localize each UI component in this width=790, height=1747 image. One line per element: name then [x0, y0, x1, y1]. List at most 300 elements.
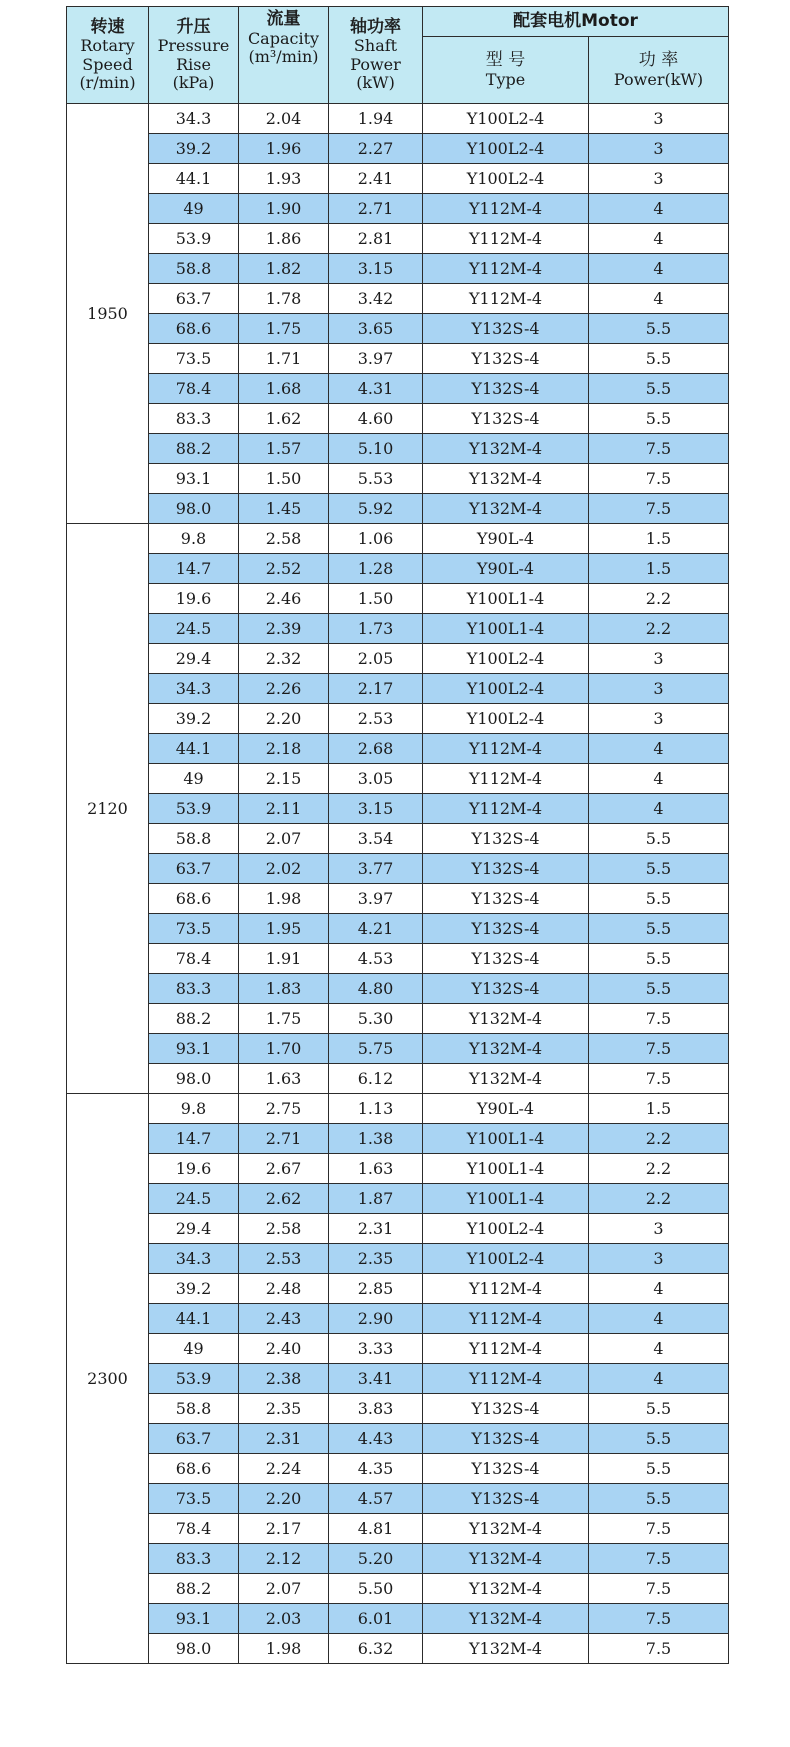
header-pressure-rise — [149, 7, 239, 104]
shaft-power-cell: 3.97 — [329, 344, 423, 374]
table-row — [67, 1094, 729, 1124]
header-capacity-en-2: (m³/min) — [248, 46, 319, 66]
capacity-cell: 2.11 — [239, 794, 329, 824]
motor-power-cell: 4 — [589, 284, 729, 314]
pressure-cell: 63.7 — [149, 1424, 239, 1454]
table-row — [67, 1484, 729, 1514]
pressure-cell: 63.7 — [149, 284, 239, 314]
shaft-power-cell: 3.15 — [329, 254, 423, 284]
pressure-cell: 78.4 — [149, 1514, 239, 1544]
pressure-cell: 44.1 — [149, 164, 239, 194]
capacity-cell: 1.68 — [239, 374, 329, 404]
motor-type-cell: Y112M-4 — [423, 1364, 589, 1394]
motor-power-cell: 7.5 — [589, 494, 729, 524]
table-row — [67, 584, 729, 614]
shaft-power-cell: 5.50 — [329, 1574, 423, 1604]
motor-type-cell: Y100L1-4 — [423, 1184, 589, 1214]
capacity-cell: 1.98 — [239, 884, 329, 914]
shaft-power-cell: 1.50 — [329, 584, 423, 614]
header-motor-power — [589, 37, 729, 104]
pressure-cell: 19.6 — [149, 1154, 239, 1184]
motor-power-cell: 2.2 — [589, 584, 729, 614]
shaft-power-cell: 3.54 — [329, 824, 423, 854]
pressure-cell: 68.6 — [149, 1454, 239, 1484]
capacity-cell: 2.39 — [239, 614, 329, 644]
table-row — [67, 764, 729, 794]
motor-power-cell: 2.2 — [589, 614, 729, 644]
shaft-power-cell: 3.41 — [329, 1364, 423, 1394]
motor-type-cell: Y132S-4 — [423, 824, 589, 854]
pressure-cell: 9.8 — [149, 1094, 239, 1124]
table-row — [67, 734, 729, 764]
pressure-cell: 44.1 — [149, 734, 239, 764]
table-row — [67, 134, 729, 164]
pressure-cell: 73.5 — [149, 344, 239, 374]
header-rotary-speed — [67, 7, 149, 104]
pressure-cell: 9.8 — [149, 524, 239, 554]
shaft-power-cell: 6.01 — [329, 1604, 423, 1634]
table-row — [67, 1514, 729, 1544]
motor-type-cell: Y132S-4 — [423, 1484, 589, 1514]
capacity-cell: 2.58 — [239, 524, 329, 554]
header-speed-en-2: Speed — [82, 54, 133, 74]
motor-type-cell: Y100L2-4 — [423, 674, 589, 704]
table-row — [67, 344, 729, 374]
pressure-cell: 53.9 — [149, 224, 239, 254]
motor-type-cell: Y132M-4 — [423, 464, 589, 494]
motor-power-cell: 5.5 — [589, 944, 729, 974]
motor-type-cell: Y112M-4 — [423, 1304, 589, 1334]
pressure-cell: 58.8 — [149, 824, 239, 854]
pressure-cell: 34.3 — [149, 1244, 239, 1274]
pressure-cell: 19.6 — [149, 584, 239, 614]
header-type-cn: 型 号 — [485, 50, 526, 71]
motor-power-cell: 5.5 — [589, 374, 729, 404]
shaft-power-cell: 5.20 — [329, 1544, 423, 1574]
table-row — [67, 1274, 729, 1304]
shaft-power-cell: 4.81 — [329, 1514, 423, 1544]
capacity-cell: 2.38 — [239, 1364, 329, 1394]
pressure-cell: 39.2 — [149, 1274, 239, 1304]
pressure-cell: 14.7 — [149, 1124, 239, 1154]
shaft-power-cell: 2.81 — [329, 224, 423, 254]
pressure-cell: 88.2 — [149, 1574, 239, 1604]
table-row — [67, 1334, 729, 1364]
motor-type-cell: Y112M-4 — [423, 254, 589, 284]
shaft-power-cell: 2.05 — [329, 644, 423, 674]
pressure-cell: 68.6 — [149, 314, 239, 344]
motor-power-cell: 7.5 — [589, 1064, 729, 1094]
motor-type-cell: Y100L1-4 — [423, 614, 589, 644]
motor-power-cell: 5.5 — [589, 1454, 729, 1484]
table-row — [67, 674, 729, 704]
capacity-cell: 1.62 — [239, 404, 329, 434]
header-motor: 配套电机Motor — [423, 7, 729, 37]
pressure-cell: 93.1 — [149, 1604, 239, 1634]
motor-power-cell: 7.5 — [589, 1544, 729, 1574]
header-motor-type — [423, 37, 589, 104]
capacity-cell: 2.35 — [239, 1394, 329, 1424]
capacity-cell: 2.62 — [239, 1184, 329, 1214]
capacity-cell: 1.57 — [239, 434, 329, 464]
pressure-cell: 98.0 — [149, 494, 239, 524]
shaft-power-cell: 5.30 — [329, 1004, 423, 1034]
motor-type-cell: Y100L2-4 — [423, 104, 589, 134]
shaft-power-cell: 5.10 — [329, 434, 423, 464]
shaft-power-cell: 5.53 — [329, 464, 423, 494]
table-row — [67, 194, 729, 224]
motor-type-cell: Y112M-4 — [423, 224, 589, 254]
motor-power-cell: 4 — [589, 764, 729, 794]
pressure-cell: 39.2 — [149, 704, 239, 734]
shaft-power-cell: 4.35 — [329, 1454, 423, 1484]
motor-type-cell: Y132M-4 — [423, 1544, 589, 1574]
table-row — [67, 164, 729, 194]
shaft-power-cell: 2.41 — [329, 164, 423, 194]
pressure-cell: 14.7 — [149, 554, 239, 584]
capacity-cell: 2.07 — [239, 824, 329, 854]
capacity-cell: 2.20 — [239, 704, 329, 734]
table-row — [67, 1634, 729, 1664]
header-shaft-power — [329, 7, 423, 104]
capacity-cell: 1.78 — [239, 284, 329, 314]
pressure-cell: 63.7 — [149, 854, 239, 884]
motor-type-cell: Y100L2-4 — [423, 1244, 589, 1274]
table-row — [67, 1544, 729, 1574]
pressure-cell: 49 — [149, 194, 239, 224]
header-power-cn: 功 率 — [638, 50, 679, 71]
header-speed-en-1: Rotary — [80, 36, 135, 56]
shaft-power-cell: 4.80 — [329, 974, 423, 1004]
capacity-cell: 2.20 — [239, 1484, 329, 1514]
table-row — [67, 1604, 729, 1634]
header-capacity-cn: 流量 — [266, 9, 301, 29]
shaft-power-cell: 1.13 — [329, 1094, 423, 1124]
capacity-cell: 2.17 — [239, 1514, 329, 1544]
motor-type-cell: Y100L2-4 — [423, 644, 589, 674]
motor-type-cell: Y100L1-4 — [423, 1124, 589, 1154]
shaft-power-cell: 1.94 — [329, 104, 423, 134]
table-row — [67, 1184, 729, 1214]
motor-power-cell: 4 — [589, 194, 729, 224]
table-row — [67, 824, 729, 854]
motor-power-cell: 4 — [589, 1334, 729, 1364]
motor-power-cell: 5.5 — [589, 344, 729, 374]
capacity-cell: 2.15 — [239, 764, 329, 794]
motor-power-cell: 3 — [589, 674, 729, 704]
pressure-cell: 24.5 — [149, 614, 239, 644]
shaft-power-cell: 4.31 — [329, 374, 423, 404]
rotary-speed-cell: 1950 — [67, 104, 149, 524]
capacity-cell: 2.32 — [239, 644, 329, 674]
shaft-power-cell: 3.65 — [329, 314, 423, 344]
shaft-power-cell: 6.32 — [329, 1634, 423, 1664]
capacity-cell: 1.98 — [239, 1634, 329, 1664]
motor-type-cell: Y132S-4 — [423, 344, 589, 374]
shaft-power-cell: 1.38 — [329, 1124, 423, 1154]
capacity-cell: 2.75 — [239, 1094, 329, 1124]
capacity-cell: 2.03 — [239, 1604, 329, 1634]
pressure-cell: 49 — [149, 1334, 239, 1364]
shaft-power-cell: 3.83 — [329, 1394, 423, 1424]
motor-power-cell: 5.5 — [589, 974, 729, 1004]
table-row — [67, 1424, 729, 1454]
table-row — [67, 434, 729, 464]
shaft-power-cell: 3.15 — [329, 794, 423, 824]
table-row — [67, 944, 729, 974]
header-speed-cn: 转速 — [90, 16, 125, 37]
motor-power-cell: 3 — [589, 644, 729, 674]
shaft-power-cell: 5.75 — [329, 1034, 423, 1064]
motor-power-cell: 4 — [589, 1304, 729, 1334]
capacity-cell: 1.96 — [239, 134, 329, 164]
table-row — [67, 1304, 729, 1334]
motor-type-cell: Y100L2-4 — [423, 704, 589, 734]
motor-power-cell: 1.5 — [589, 1094, 729, 1124]
capacity-cell: 1.75 — [239, 314, 329, 344]
pressure-cell: 78.4 — [149, 944, 239, 974]
motor-power-cell: 5.5 — [589, 404, 729, 434]
capacity-cell: 2.07 — [239, 1574, 329, 1604]
table-row — [67, 554, 729, 584]
pressure-cell: 98.0 — [149, 1634, 239, 1664]
capacity-cell: 1.75 — [239, 1004, 329, 1034]
table-row — [67, 884, 729, 914]
motor-power-cell: 4 — [589, 254, 729, 284]
motor-power-cell: 7.5 — [589, 1634, 729, 1664]
motor-type-cell: Y100L2-4 — [423, 1214, 589, 1244]
motor-type-cell: Y132S-4 — [423, 1394, 589, 1424]
motor-power-cell: 3 — [589, 134, 729, 164]
header-speed-en-3: (r/min) — [79, 72, 136, 92]
shaft-power-cell: 2.68 — [329, 734, 423, 764]
motor-power-cell: 5.5 — [589, 314, 729, 344]
table-header — [67, 7, 729, 104]
capacity-cell: 2.31 — [239, 1424, 329, 1454]
capacity-cell: 2.40 — [239, 1334, 329, 1364]
capacity-cell: 1.70 — [239, 1034, 329, 1064]
motor-power-cell: 4 — [589, 1364, 729, 1394]
motor-type-cell: Y112M-4 — [423, 1274, 589, 1304]
motor-type-cell: Y112M-4 — [423, 764, 589, 794]
motor-power-cell: 3 — [589, 1214, 729, 1244]
shaft-power-cell: 3.42 — [329, 284, 423, 314]
shaft-power-cell: 1.63 — [329, 1154, 423, 1184]
motor-type-cell: Y100L1-4 — [423, 584, 589, 614]
motor-power-cell: 4 — [589, 794, 729, 824]
header-capacity — [239, 7, 329, 104]
motor-type-cell: Y132M-4 — [423, 1034, 589, 1064]
table-body — [67, 104, 729, 1664]
motor-power-cell: 7.5 — [589, 1034, 729, 1064]
motor-power-cell: 1.5 — [589, 554, 729, 584]
motor-type-cell: Y132M-4 — [423, 1634, 589, 1664]
shaft-power-cell: 2.53 — [329, 704, 423, 734]
capacity-cell: 1.82 — [239, 254, 329, 284]
shaft-power-cell: 2.17 — [329, 674, 423, 704]
pressure-cell: 83.3 — [149, 974, 239, 1004]
header-shaft-en-3: (kW) — [356, 72, 395, 92]
capacity-cell: 2.48 — [239, 1274, 329, 1304]
shaft-power-cell: 1.28 — [329, 554, 423, 584]
pressure-cell: 93.1 — [149, 464, 239, 494]
motor-type-cell: Y112M-4 — [423, 1334, 589, 1364]
capacity-cell: 2.04 — [239, 104, 329, 134]
pressure-cell: 29.4 — [149, 644, 239, 674]
table-row — [67, 464, 729, 494]
table-row — [67, 404, 729, 434]
capacity-cell: 1.71 — [239, 344, 329, 374]
shaft-power-cell: 2.85 — [329, 1274, 423, 1304]
pressure-cell: 93.1 — [149, 1034, 239, 1064]
header-type-en: Type — [485, 69, 526, 89]
capacity-cell: 2.18 — [239, 734, 329, 764]
pressure-cell: 88.2 — [149, 1004, 239, 1034]
shaft-power-cell: 2.71 — [329, 194, 423, 224]
motor-power-cell: 3 — [589, 164, 729, 194]
capacity-cell: 1.83 — [239, 974, 329, 1004]
pressure-cell: 58.8 — [149, 1394, 239, 1424]
capacity-cell: 1.45 — [239, 494, 329, 524]
pressure-cell: 34.3 — [149, 674, 239, 704]
motor-power-cell: 3 — [589, 704, 729, 734]
motor-type-cell: Y132S-4 — [423, 884, 589, 914]
pressure-cell: 83.3 — [149, 1544, 239, 1574]
header-pressure-en-3: (kPa) — [172, 72, 215, 92]
table-row — [67, 1034, 729, 1064]
motor-type-cell: Y132S-4 — [423, 1424, 589, 1454]
capacity-cell: 2.58 — [239, 1214, 329, 1244]
rotary-speed-cell: 2120 — [67, 524, 149, 1094]
motor-type-cell: Y132M-4 — [423, 1004, 589, 1034]
motor-power-cell: 4 — [589, 1274, 729, 1304]
header-pressure-en-2: Rise — [176, 54, 211, 74]
table-row — [67, 374, 729, 404]
motor-type-cell: Y90L-4 — [423, 1094, 589, 1124]
motor-type-cell: Y100L2-4 — [423, 164, 589, 194]
pressure-cell: 44.1 — [149, 1304, 239, 1334]
table-row — [67, 1574, 729, 1604]
capacity-cell: 2.46 — [239, 584, 329, 614]
motor-power-cell: 1.5 — [589, 524, 729, 554]
table-row — [67, 1214, 729, 1244]
capacity-cell: 1.86 — [239, 224, 329, 254]
table-row — [67, 1004, 729, 1034]
motor-power-cell: 5.5 — [589, 1484, 729, 1514]
pressure-cell: 78.4 — [149, 374, 239, 404]
pressure-cell: 98.0 — [149, 1064, 239, 1094]
motor-type-cell: Y112M-4 — [423, 734, 589, 764]
table-row — [67, 854, 729, 884]
table-row — [67, 974, 729, 1004]
shaft-power-cell: 5.92 — [329, 494, 423, 524]
capacity-cell: 1.93 — [239, 164, 329, 194]
motor-type-cell: Y90L-4 — [423, 524, 589, 554]
pressure-cell: 39.2 — [149, 134, 239, 164]
pressure-cell: 34.3 — [149, 104, 239, 134]
motor-power-cell: 4 — [589, 224, 729, 254]
shaft-power-cell: 4.60 — [329, 404, 423, 434]
table-row — [67, 614, 729, 644]
motor-power-cell: 7.5 — [589, 1604, 729, 1634]
table-row — [67, 524, 729, 554]
pressure-cell: 53.9 — [149, 1364, 239, 1394]
motor-type-cell: Y132S-4 — [423, 944, 589, 974]
table-row — [67, 254, 729, 284]
table-row — [67, 1364, 729, 1394]
capacity-cell: 1.50 — [239, 464, 329, 494]
shaft-power-cell: 3.97 — [329, 884, 423, 914]
motor-power-cell: 5.5 — [589, 824, 729, 854]
motor-power-cell: 5.5 — [589, 1394, 729, 1424]
motor-type-cell: Y112M-4 — [423, 194, 589, 224]
shaft-power-cell: 4.53 — [329, 944, 423, 974]
motor-power-cell: 2.2 — [589, 1154, 729, 1184]
capacity-cell: 2.02 — [239, 854, 329, 884]
motor-type-cell: Y100L1-4 — [423, 1154, 589, 1184]
motor-type-cell: Y90L-4 — [423, 554, 589, 584]
shaft-power-cell: 1.73 — [329, 614, 423, 644]
pressure-cell: 68.6 — [149, 884, 239, 914]
pressure-cell: 88.2 — [149, 434, 239, 464]
table-row — [67, 1154, 729, 1184]
motor-power-cell: 5.5 — [589, 854, 729, 884]
table-row — [67, 704, 729, 734]
motor-power-cell: 7.5 — [589, 1574, 729, 1604]
shaft-power-cell: 6.12 — [329, 1064, 423, 1094]
table-row — [67, 1454, 729, 1484]
table-row — [67, 1124, 729, 1154]
capacity-cell: 1.91 — [239, 944, 329, 974]
pressure-cell: 24.5 — [149, 1184, 239, 1214]
motor-type-cell: Y132S-4 — [423, 914, 589, 944]
motor-type-cell: Y132S-4 — [423, 974, 589, 1004]
shaft-power-cell: 2.27 — [329, 134, 423, 164]
capacity-cell: 2.12 — [239, 1544, 329, 1574]
motor-type-cell: Y100L2-4 — [423, 134, 589, 164]
table-row — [67, 1244, 729, 1274]
motor-type-cell: Y132M-4 — [423, 434, 589, 464]
table-row — [67, 224, 729, 254]
shaft-power-cell: 3.77 — [329, 854, 423, 884]
pressure-cell: 58.8 — [149, 254, 239, 284]
shaft-power-cell: 2.35 — [329, 1244, 423, 1274]
motor-power-cell: 3 — [589, 1244, 729, 1274]
shaft-power-cell: 4.57 — [329, 1484, 423, 1514]
motor-power-cell: 7.5 — [589, 1514, 729, 1544]
pressure-cell: 73.5 — [149, 914, 239, 944]
header-pressure-cn: 升压 — [176, 16, 211, 37]
pressure-cell: 29.4 — [149, 1214, 239, 1244]
motor-power-cell: 7.5 — [589, 1004, 729, 1034]
table-row — [67, 1394, 729, 1424]
motor-type-cell: Y132S-4 — [423, 314, 589, 344]
table-row — [67, 314, 729, 344]
shaft-power-cell: 4.21 — [329, 914, 423, 944]
motor-type-cell: Y132M-4 — [423, 1514, 589, 1544]
motor-power-cell: 4 — [589, 734, 729, 764]
shaft-power-cell: 1.06 — [329, 524, 423, 554]
motor-type-cell: Y132M-4 — [423, 1604, 589, 1634]
table-row — [67, 644, 729, 674]
header-capacity-en-1: Capacity — [247, 28, 320, 48]
pressure-cell: 73.5 — [149, 1484, 239, 1514]
header-shaft-en-1: Shaft — [353, 36, 398, 56]
motor-power-cell: 5.5 — [589, 1424, 729, 1454]
motor-power-cell: 7.5 — [589, 434, 729, 464]
motor-power-cell: 5.5 — [589, 884, 729, 914]
motor-type-cell: Y132S-4 — [423, 404, 589, 434]
